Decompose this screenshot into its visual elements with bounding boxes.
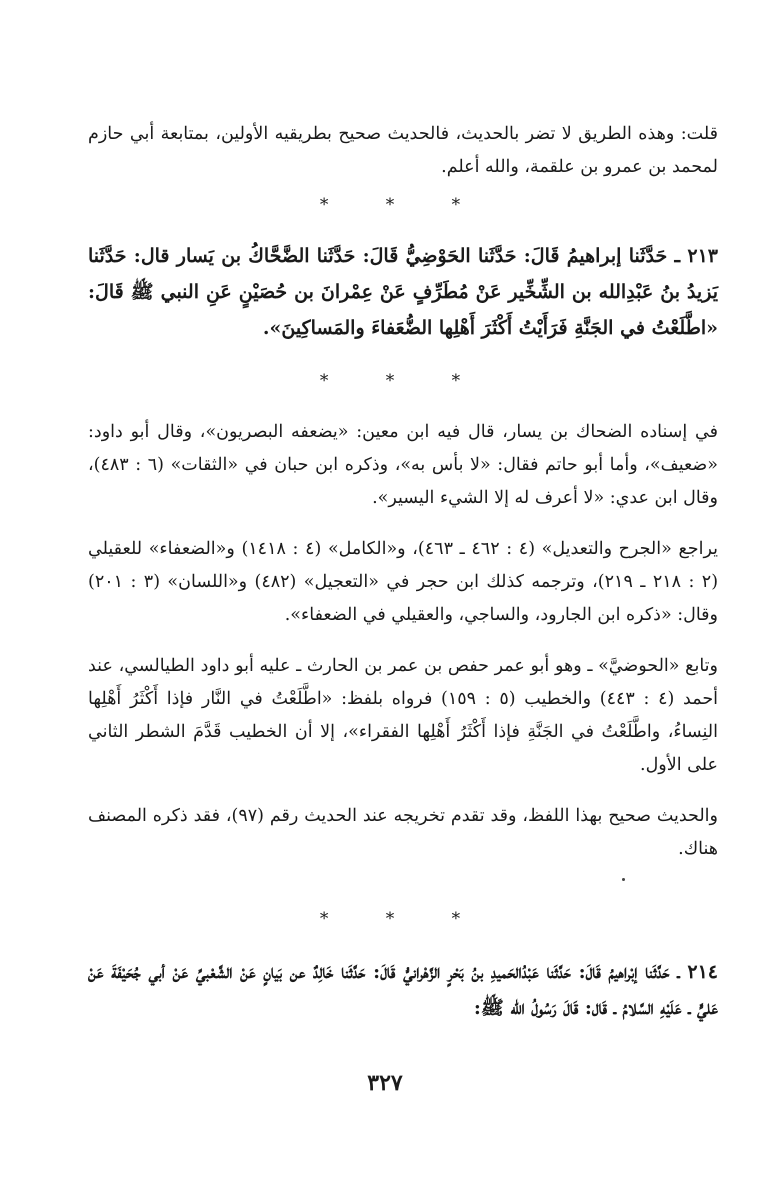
- separator-stars: * * *: [319, 909, 487, 929]
- commentary-paragraph: وتابع «الحوضيَّ» ـ وهو أبو عمر حفص بن عمر بن الحارث ـ عليه أبو داود الطيالسي، عند أحمد (٤ : ٤٤٣) والخطيب (٥ : ١٥٩) فرواه بلفظ: «اطَّلَعْتُ في النَّار فإذا أَكْثَرُ أَهْلِها النِساءُ، واطَّلَعْتُ في الجَنَّةِ فإذا أَكْثَرُ أَهْلِها الفقراء»، إلا أن الخطيب قَدَّمَ الشطر الثاني على الأول.: [88, 656, 718, 775]
- page-number: ٣٢٧: [367, 1070, 403, 1096]
- separator-stars: * * *: [319, 371, 487, 391]
- separator-stars: * * *: [319, 195, 487, 215]
- intro-paragraph: قلت: وهذه الطريق لا تضر بالحديث، فالحديث صحيح بطريقيه الأولين، بمتابعة أبي حازم لمحمد بن عمرو بن علقمة، والله أعلم.: [88, 124, 718, 177]
- commentary-paragraph: في إسناده الضحاك بن يسار، قال فيه ابن معين: «يضعفه البصريون»، وقال أبو داود: «ضعيف»، وأما أبو حاتم فقال: «لا بأس به»، وذكره ابن حبان في «الثقات» (٦ : ٤٨٣)، وقال ابن عدي: «لا أعرف له إلا الشيء اليسير».: [88, 422, 718, 508]
- hadith-213: ٢١٣ ـ حَدَّثَنا إبراهيمُ قَالَ: حَدَّثَنا الحَوْضِيُّ قَالَ: حَدَّثَنا الضَّحَّاكُ بن يَسار قال: حَدَّثَنا يَزيدُ بنُ عَبْدِالله بن الشِّخِّير عَنْ مُطَرِّفٍ عَنْ عِمْرانَ بن حُصَيْنٍ عَنِ النبي ﷺ قَالَ: «اطَّلَعْتُ في الجَنَّةِ فَرَأَيْتُ أَكْثَرَ أَهْلِها الضُّعَفاءَ والمَساكِينَ».: [88, 245, 718, 339]
- commentary-paragraph: والحديث صحيح بهذا اللفظ، وقد تقدم تخريجه عند الحديث رقم (٩٧)، فقد ذكره المصنف هناك.: [88, 806, 718, 859]
- hadith-214: ٢١٤ ـ حَدَّثَنا إبْراهيمُ قَالَ: حَدَّثَنا عَبْدُالحَميدِ بنُ بَحْرٍ الزَّهْرانيُّ قَالَ: حَدَّثَنا خَالِدٌ عن بَيانٍ عَنْ الشَّعْبيِّ عَنْ أبي جُحَيْفَةَ عَنْ عَليٍّ ـ عَلَيْهِ السَّلامُ ـ قَال: قَالَ رَسُولُ الله ﷺ:: [88, 961, 718, 1019]
- page-body: [88, 118, 718, 1026]
- commentary-paragraph: يراجع «الجرح والتعديل» (٤ : ٤٦٢ ـ ٤٦٣)، و«الكامل» (٤ : ١٤١٨) و«الضعفاء» للعقيلي (٢ : ٢١٨ ـ ٢١٩)، وترجمه كذلك ابن حجر في «التعجيل» (٤٨٢) و«اللسان» (٣ : ٢٠١) وقال: «ذكره ابن الجارود، والساجي، والعقيلي في الضعفاء».: [88, 539, 719, 625]
- ink-dot: [622, 878, 625, 881]
